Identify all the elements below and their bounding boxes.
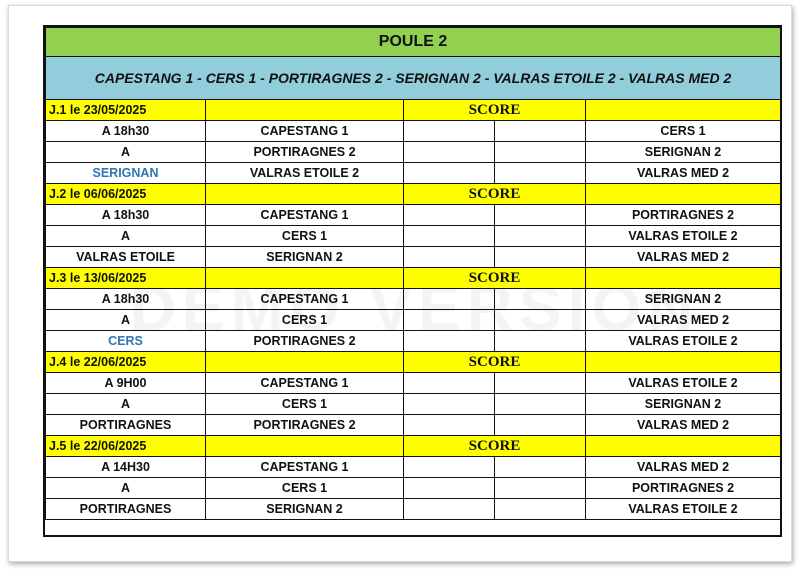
- match-info: A 18h30: [46, 205, 206, 226]
- match-row: [46, 205, 781, 226]
- match-info: CERS: [46, 331, 206, 352]
- round-label: J.3 le 13/06/2025: [46, 268, 206, 289]
- match-info: A 9H00: [46, 373, 206, 394]
- away-team: VALRAS MED 2: [586, 310, 781, 331]
- home-score-cell[interactable]: [404, 289, 495, 310]
- home-score-cell[interactable]: [404, 457, 495, 478]
- home-score-cell[interactable]: [404, 247, 495, 268]
- match-info: VALRAS ETOILE: [46, 247, 206, 268]
- teams-row: [46, 57, 781, 100]
- score-header: SCORE: [404, 268, 586, 289]
- home-score-cell[interactable]: [404, 394, 495, 415]
- round-header-row: [46, 436, 781, 457]
- home-score-cell[interactable]: [404, 205, 495, 226]
- away-team: VALRAS ETOILE 2: [586, 331, 781, 352]
- schedule-table: [45, 27, 781, 520]
- away-score-cell[interactable]: [495, 478, 586, 499]
- round-header-blank: [586, 268, 781, 289]
- round-header-blank: [206, 100, 404, 121]
- home-score-cell[interactable]: [404, 415, 495, 436]
- match-row: [46, 478, 781, 499]
- away-team: SERIGNAN 2: [586, 289, 781, 310]
- match-row: [46, 373, 781, 394]
- home-team: CERS 1: [206, 478, 404, 499]
- match-info: PORTIRAGNES: [46, 415, 206, 436]
- home-score-cell[interactable]: [404, 142, 495, 163]
- match-row: [46, 289, 781, 310]
- round-header-row: [46, 100, 781, 121]
- home-score-cell[interactable]: [404, 226, 495, 247]
- poule-title: POULE 2: [46, 28, 781, 57]
- match-info: A: [46, 142, 206, 163]
- match-info: A: [46, 478, 206, 499]
- home-team: SERIGNAN 2: [206, 499, 404, 520]
- away-team: SERIGNAN 2: [586, 142, 781, 163]
- away-team: VALRAS MED 2: [586, 415, 781, 436]
- home-team: PORTIRAGNES 2: [206, 142, 404, 163]
- score-header: SCORE: [404, 436, 586, 457]
- away-team: VALRAS ETOILE 2: [586, 226, 781, 247]
- document-page: [8, 5, 792, 562]
- score-header: SCORE: [404, 100, 586, 121]
- home-team: PORTIRAGNES 2: [206, 415, 404, 436]
- away-score-cell[interactable]: [495, 142, 586, 163]
- home-team: CAPESTANG 1: [206, 289, 404, 310]
- home-score-cell[interactable]: [404, 373, 495, 394]
- away-team: VALRAS ETOILE 2: [586, 499, 781, 520]
- away-team: PORTIRAGNES 2: [586, 478, 781, 499]
- match-row: [46, 457, 781, 478]
- home-score-cell[interactable]: [404, 499, 495, 520]
- score-header: SCORE: [404, 184, 586, 205]
- away-team: VALRAS MED 2: [586, 163, 781, 184]
- away-score-cell[interactable]: [495, 457, 586, 478]
- home-score-cell[interactable]: [404, 163, 495, 184]
- home-score-cell[interactable]: [404, 478, 495, 499]
- away-team: VALRAS MED 2: [586, 247, 781, 268]
- away-score-cell[interactable]: [495, 499, 586, 520]
- match-row: [46, 394, 781, 415]
- round-header-blank: [586, 184, 781, 205]
- match-row: [46, 331, 781, 352]
- schedule-table-body: [46, 28, 781, 520]
- match-row: [46, 415, 781, 436]
- round-label: J.1 le 23/05/2025: [46, 100, 206, 121]
- home-team: CAPESTANG 1: [206, 373, 404, 394]
- round-label: J.5 le 22/06/2025: [46, 436, 206, 457]
- round-header-blank: [206, 436, 404, 457]
- round-header-row: [46, 352, 781, 373]
- away-score-cell[interactable]: [495, 310, 586, 331]
- teams-line: CAPESTANG 1 - CERS 1 - PORTIRAGNES 2 - SERIGNAN 2 - VALRAS ETOILE 2 - VALRAS MED 2: [46, 57, 781, 100]
- match-info: A: [46, 226, 206, 247]
- away-score-cell[interactable]: [495, 394, 586, 415]
- schedule-sheet: [43, 25, 782, 537]
- match-row: [46, 121, 781, 142]
- home-score-cell[interactable]: [404, 331, 495, 352]
- home-team: CERS 1: [206, 310, 404, 331]
- round-header-blank: [586, 436, 781, 457]
- away-score-cell[interactable]: [495, 205, 586, 226]
- match-row: [46, 310, 781, 331]
- home-score-cell[interactable]: [404, 310, 495, 331]
- round-header-row: [46, 184, 781, 205]
- home-team: CERS 1: [206, 226, 404, 247]
- away-score-cell[interactable]: [495, 415, 586, 436]
- score-header: SCORE: [404, 352, 586, 373]
- match-info: A: [46, 310, 206, 331]
- home-team: SERIGNAN 2: [206, 247, 404, 268]
- round-header-row: [46, 268, 781, 289]
- match-info: SERIGNAN: [46, 163, 206, 184]
- away-score-cell[interactable]: [495, 226, 586, 247]
- home-team: CAPESTANG 1: [206, 205, 404, 226]
- match-info: A 18h30: [46, 289, 206, 310]
- away-score-cell[interactable]: [495, 247, 586, 268]
- away-team: SERIGNAN 2: [586, 394, 781, 415]
- away-team: CERS 1: [586, 121, 781, 142]
- away-score-cell[interactable]: [495, 373, 586, 394]
- home-team: CAPESTANG 1: [206, 457, 404, 478]
- round-header-blank: [586, 100, 781, 121]
- home-team: VALRAS ETOILE 2: [206, 163, 404, 184]
- match-row: [46, 142, 781, 163]
- round-label: J.2 le 06/06/2025: [46, 184, 206, 205]
- match-row: [46, 247, 781, 268]
- title-row: [46, 28, 781, 57]
- match-info: A 14H30: [46, 457, 206, 478]
- match-row: [46, 226, 781, 247]
- round-header-blank: [586, 352, 781, 373]
- round-header-blank: [206, 352, 404, 373]
- round-header-blank: [206, 184, 404, 205]
- home-team: CAPESTANG 1: [206, 121, 404, 142]
- away-score-cell[interactable]: [495, 163, 586, 184]
- match-info: A 18h30: [46, 121, 206, 142]
- match-info: PORTIRAGNES: [46, 499, 206, 520]
- match-row: [46, 499, 781, 520]
- home-team: CERS 1: [206, 394, 404, 415]
- away-team: PORTIRAGNES 2: [586, 205, 781, 226]
- round-header-blank: [206, 268, 404, 289]
- match-info: A: [46, 394, 206, 415]
- match-row: [46, 163, 781, 184]
- away-score-cell[interactable]: [495, 289, 586, 310]
- round-label: J.4 le 22/06/2025: [46, 352, 206, 373]
- away-team: VALRAS ETOILE 2: [586, 373, 781, 394]
- away-team: VALRAS MED 2: [586, 457, 781, 478]
- away-score-cell[interactable]: [495, 121, 586, 142]
- home-team: PORTIRAGNES 2: [206, 331, 404, 352]
- home-score-cell[interactable]: [404, 121, 495, 142]
- away-score-cell[interactable]: [495, 331, 586, 352]
